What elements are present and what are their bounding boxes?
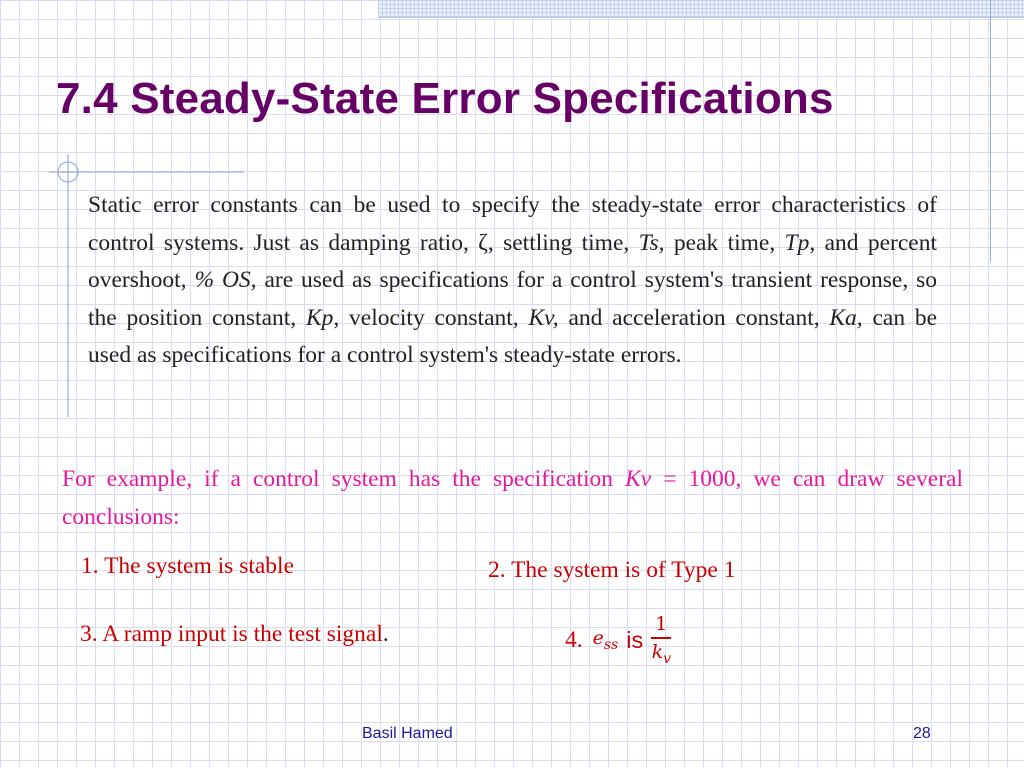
conclusion-2: 2. The system is of Type 1 bbox=[488, 557, 736, 583]
fraction-numerator: 1 bbox=[651, 613, 671, 639]
example-text-1: For example, if a control system has the specification bbox=[62, 466, 626, 492]
settling-time-symbol: Ts, bbox=[638, 229, 665, 256]
steady-state-error-symbol bbox=[593, 627, 619, 653]
conclusion-1: 1. The system is stable bbox=[81, 553, 295, 579]
header-rule bbox=[378, 17, 1024, 18]
footer-author: Basil Hamed bbox=[362, 725, 453, 742]
example-text-2: = 1000, we can draw several conclusions: bbox=[62, 466, 963, 530]
header-band-decoration bbox=[378, 0, 1024, 18]
position-constant-symbol: Kp, bbox=[305, 304, 340, 331]
kv-subscript: v bbox=[663, 650, 671, 667]
kv-base: k bbox=[651, 641, 664, 664]
ess-base: e bbox=[592, 627, 604, 650]
body-text-3: and percent overshoot, bbox=[88, 229, 937, 293]
body-text-5: velocity constant, bbox=[339, 304, 529, 331]
conclusion-4-is: is bbox=[626, 626, 644, 653]
ess-subscript: ss bbox=[603, 636, 619, 653]
example-kv-symbol: Kv bbox=[625, 466, 652, 492]
fraction-denominator bbox=[652, 639, 671, 667]
conclusion-3-period: . bbox=[382, 621, 389, 647]
peak-time-symbol: Tp, bbox=[784, 229, 816, 256]
body-text-6: and acceleration constant, bbox=[558, 304, 830, 331]
body-text-2: peak time, bbox=[664, 229, 785, 256]
velocity-constant-symbol: Kv, bbox=[528, 304, 559, 331]
fraction-one-over-kv bbox=[651, 613, 671, 667]
body-paragraph bbox=[88, 187, 937, 375]
right-vertical-rule bbox=[990, 0, 991, 262]
conclusion-3-text: 3. A ramp input is the test signal bbox=[80, 621, 383, 647]
conclusion-4 bbox=[565, 600, 671, 680]
example-paragraph bbox=[62, 460, 963, 536]
body-text-4: are used as specifications for a control system's transient response, so the position constant, bbox=[88, 267, 938, 331]
conclusion-3 bbox=[80, 621, 389, 648]
acceleration-constant-symbol: Ka, bbox=[829, 304, 863, 331]
body-text-1: Static error constants can be used to specify the steady-state error characteristics of control systems. Just as damping ratio, ζ, settling time, bbox=[88, 192, 937, 256]
slide-number: 28 bbox=[913, 725, 931, 742]
body-text-7: can be used as specifications for a control system's steady-state errors. bbox=[88, 304, 938, 368]
conclusion-4-number: 4. bbox=[565, 626, 583, 653]
percent-overshoot-symbol: % OS, bbox=[194, 267, 257, 293]
slide-title: 7.4 Steady-State Error Specifications bbox=[56, 74, 834, 123]
